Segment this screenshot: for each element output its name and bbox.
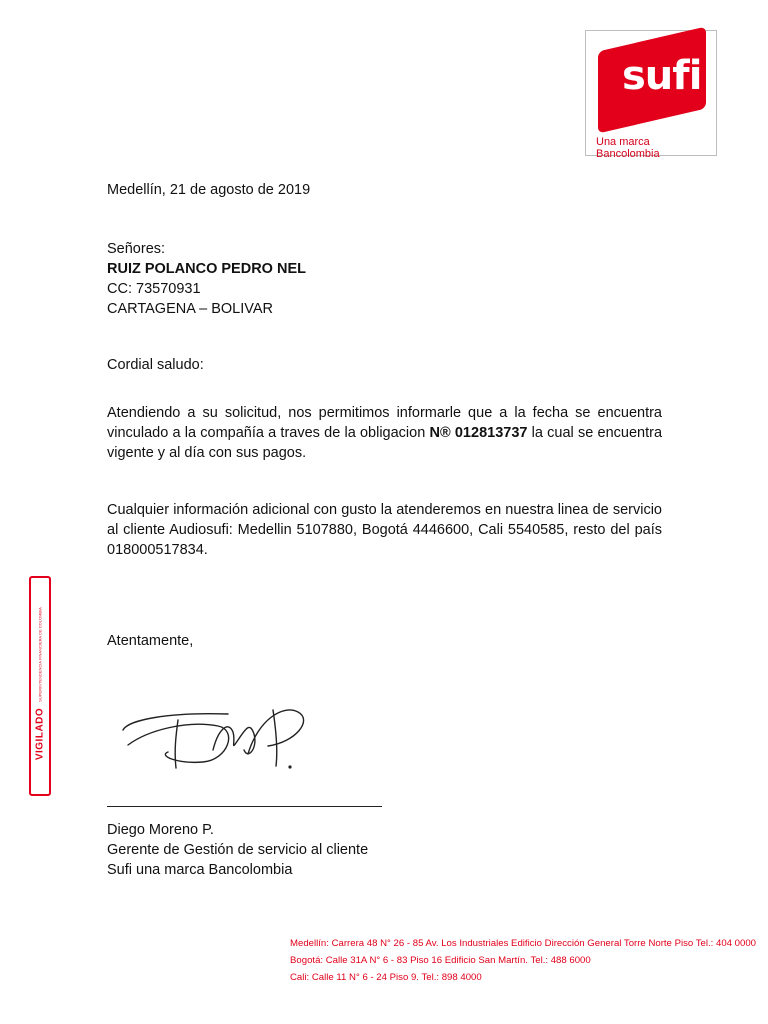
vigilado-rotated (34, 607, 46, 761)
recipient-id: CC: 73570931 (107, 281, 201, 297)
signer-name: Diego Moreno P. (107, 822, 214, 838)
vigilado-label: VIGILADO (34, 707, 46, 761)
salutation-to: Señores: (107, 241, 166, 257)
signer-block (107, 820, 662, 880)
logo-tagline: Una marca Bancolombia (596, 136, 660, 160)
sufi-logo (585, 30, 717, 160)
closing: Atentamente, (107, 633, 194, 649)
paragraph-obligation (107, 403, 662, 463)
signature-line (107, 806, 382, 807)
recipient-city: CARTAGENA – BOLIVAR (107, 301, 273, 317)
recipient-name: RUIZ POLANCO PEDRO NEL (107, 261, 306, 277)
paragraph-obligation-end: la cual se encuentra vigente y al día con sus pagos. (107, 425, 663, 461)
logo-word: sufi (622, 53, 702, 99)
obligation-number: N® 012813737 (429, 425, 528, 441)
signature-image (108, 690, 333, 780)
paragraph-obligation-start: Atendiendo a su solicitud, nos permitimos informarle que a la fecha se encuentra vinculado a la compañía a traves de la obligacion (107, 405, 662, 441)
vigilado-stamp (29, 576, 51, 796)
letter-date: Medellín, 21 de agosto de 2019 (107, 182, 311, 198)
paragraph-contact: Cualquier información adicional con gusto la atenderemos en nuestra linea de servicio al cliente Audiosufi: Medellin 5107880, Bogotá 4446600, Cali 5540585, resto del país 018000517834. (107, 502, 662, 558)
greeting: Cordial saludo: (107, 357, 204, 373)
signer-company: Sufi una marca Bancolombia (107, 862, 293, 878)
recipient-block (107, 239, 662, 319)
signer-title: Gerente de Gestión de servicio al cliente (107, 842, 369, 858)
footer-addresses (290, 935, 756, 986)
footer-line-bogota: Bogotá: Calle 31A N° 6 - 83 Piso 16 Edificio San Martín. Tel.: 488 6000 (290, 955, 591, 966)
footer-line-cali: Cali: Calle 11 N° 6 - 24 Piso 9. Tel.: 898 4000 (290, 972, 482, 983)
footer-line-medellin: Medellín: Carrera 48 N° 26 - 85 Av. Los Industriales Edificio Dirección General Torre Norte Piso Tel.: 404 0000 (290, 938, 756, 949)
vigilado-sub: SUPERINTENDENCIA FINANCIERA DE COLOMBIA (37, 607, 43, 702)
